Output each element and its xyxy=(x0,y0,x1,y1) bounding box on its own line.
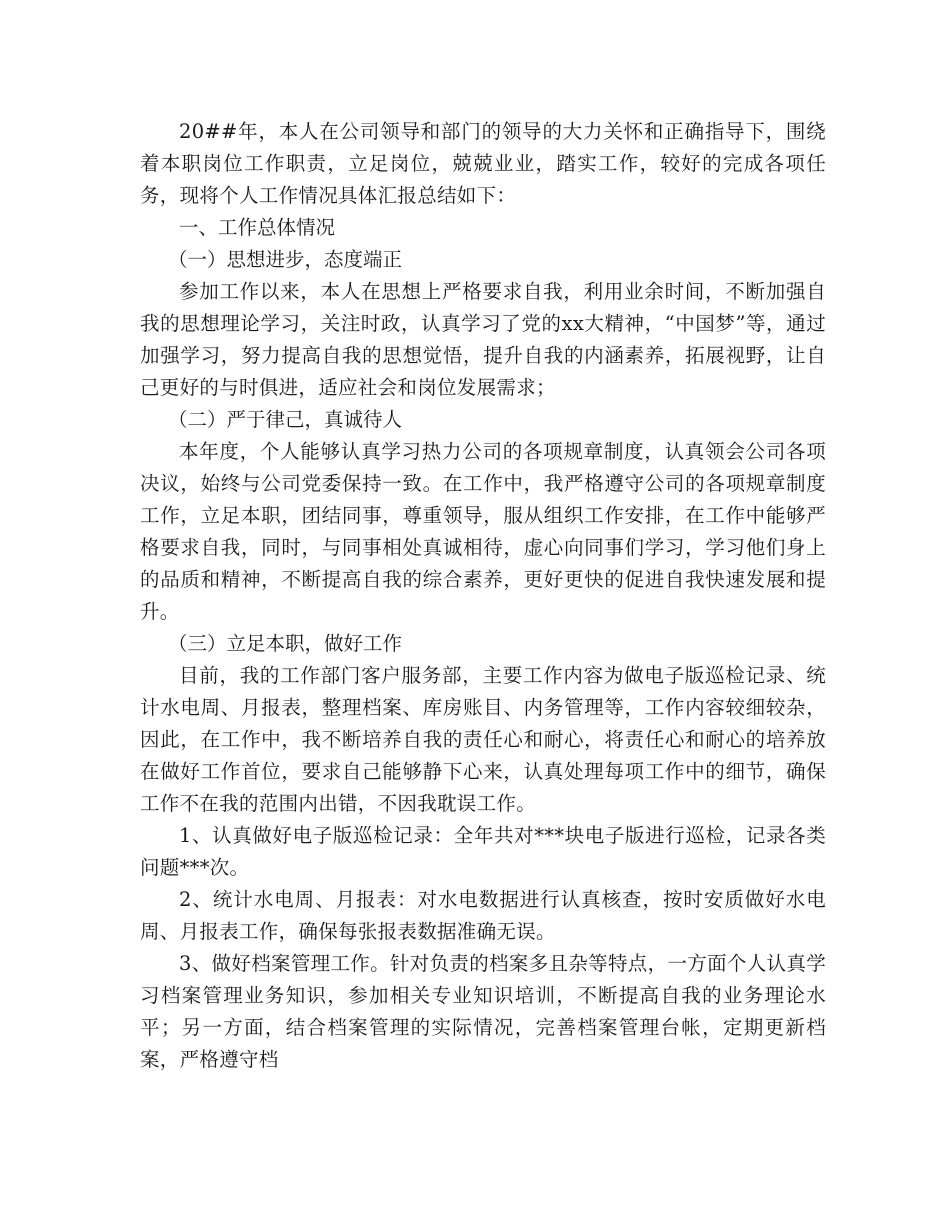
subsection-heading: （一）思想进步，态度端正 xyxy=(168,248,403,271)
document-page xyxy=(140,116,826,1076)
intro-paragraph: 20##年，本人在公司领导和部门的领导的大力关怀和正确指导下，围绕着本职岗位工作职责，立足岗位，兢兢业业，踏实工作，较好的完成各项任务，现将个人工作情况具体汇报总结如下： xyxy=(140,120,826,207)
subsection-heading: （二）严于律己，真诚待人 xyxy=(168,408,403,431)
list-item-paragraph: 1、认真做好电子版巡检记录：全年共对***块电子版进行巡检，记录各类问题***次。 xyxy=(140,824,826,879)
body-paragraph: 本年度，个人能够认真学习热力公司的各项规章制度，认真领会公司各项决议，始终与公司党委保持一致。在工作中，我严格遵守公司的各项规章制度工作，立足本职，团结同事，尊重领导，服从组织工作安排，在工作中能够严格要求自我，同时，与同事相处真诚相待，虚心向同事们学习，学习他们身上的品质和精神，不断提高自我的综合素养，更好更快的促进自我快速发展和提升。 xyxy=(140,440,826,623)
body-paragraph: 目前，我的工作部门客户服务部，主要工作内容为做电子版巡检记录、统计水电周、月报表，整理档案、库房账目、内务管理等，工作内容较细较杂，因此，在工作中，我不断培养自我的责任心和耐心，将责任心和耐心的培养放在做好工作首位，要求自己能够静下心来，认真处理每项工作中的细节，确保工作不在我的范围内出错，不因我耽误工作。 xyxy=(140,664,826,815)
list-item-paragraph: 3、做好档案管理工作。针对负责的档案多且杂等特点，一方面个人认真学习档案管理业务知识，参加相关专业知识培训，不断提高自我的业务理论水平；另一方面，结合档案管理的实际情况，完善档案管理台帐，定期更新档案，严格遵守档 xyxy=(140,952,826,1071)
body-paragraph: 参加工作以来，本人在思想上严格要求自我，利用业余时间，不断加强自我的思想理论学习，关注时政，认真学习了党的xx大精神，“中国梦”等，通过加强学习，努力提高自我的思想觉悟，提升自我的内涵素养，拓展视野，让自己更好的与时俱进，适应社会和岗位发展需求； xyxy=(140,280,826,399)
list-item-paragraph: 2、统计水电周、月报表：对水电数据进行认真核查，按时安质做好水电周、月报表工作，确保每张报表数据准确无误。 xyxy=(140,888,826,943)
section-heading: 一、工作总体情况 xyxy=(179,216,336,239)
subsection-heading: （三）立足本职，做好工作 xyxy=(168,632,403,655)
